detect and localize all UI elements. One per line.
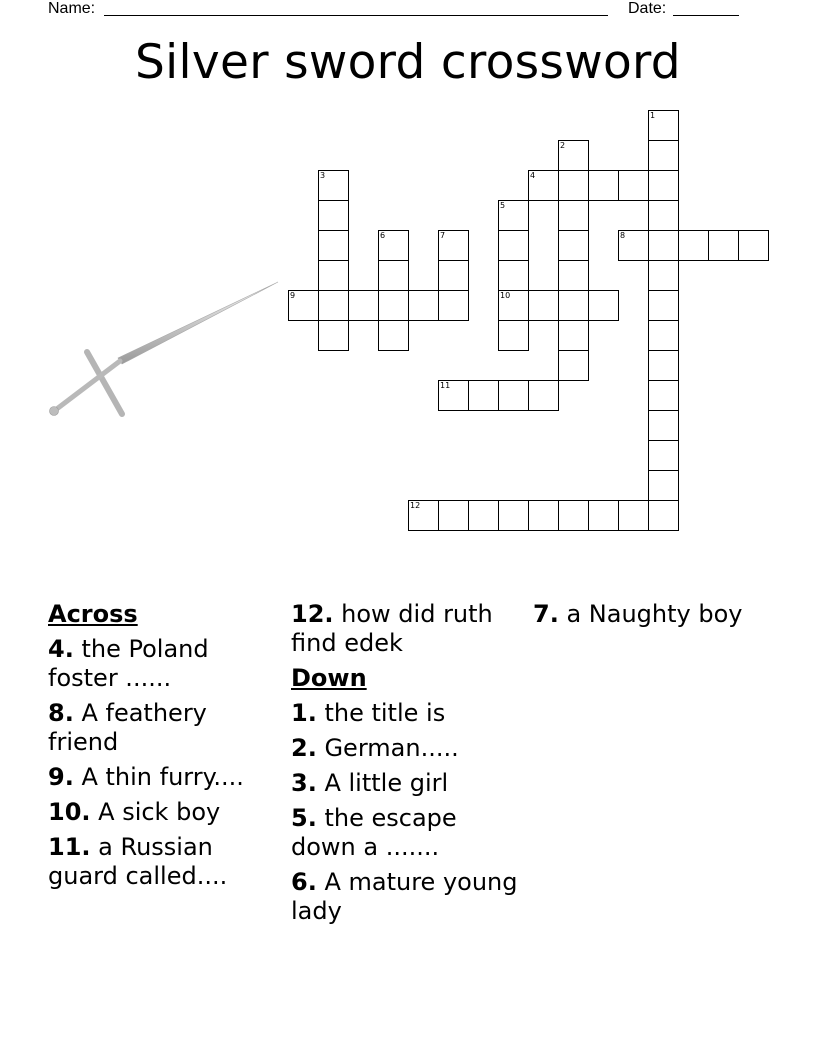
- clue-down-3: [291, 769, 523, 798]
- clue-number-label: 5: [500, 201, 506, 210]
- clue-number: 4.: [48, 635, 74, 663]
- crossword-cell[interactable]: [378, 290, 409, 321]
- crossword-cell[interactable]: [378, 320, 409, 351]
- crossword-cell[interactable]: [438, 500, 469, 531]
- crossword-cell[interactable]: [738, 230, 769, 261]
- page-title: Silver sword crossword: [135, 35, 681, 90]
- crossword-cell[interactable]: [438, 230, 469, 261]
- clue-text: A feathery friend: [48, 699, 207, 756]
- crossword-cell[interactable]: [588, 290, 619, 321]
- crossword-cell[interactable]: [648, 170, 679, 201]
- crossword-cell[interactable]: [648, 350, 679, 381]
- clue-number: 11.: [48, 833, 91, 861]
- clue-across-10: [48, 798, 278, 827]
- clue-number: 9.: [48, 763, 74, 791]
- crossword-cell[interactable]: [408, 290, 439, 321]
- crossword-cell[interactable]: [558, 350, 589, 381]
- crossword-cell[interactable]: [318, 200, 349, 231]
- crossword-cell[interactable]: [648, 320, 679, 351]
- clue-text: the escape down a .......: [291, 804, 457, 861]
- clue-number: 5.: [291, 804, 317, 832]
- clue-down-2: [291, 734, 523, 763]
- crossword-cell[interactable]: [528, 500, 559, 531]
- clue-number-label: 10: [500, 291, 511, 300]
- crossword-cell[interactable]: [408, 500, 439, 531]
- down-heading: Down: [291, 664, 367, 692]
- crossword-cell[interactable]: [378, 260, 409, 291]
- silver-sword-illustration: [40, 272, 285, 422]
- clue-number-label: 3: [320, 171, 326, 180]
- across-heading: Across: [48, 600, 138, 628]
- crossword-cell[interactable]: [648, 380, 679, 411]
- crossword-cell[interactable]: [648, 110, 679, 141]
- crossword-cell[interactable]: [558, 260, 589, 291]
- crossword-cell[interactable]: [558, 320, 589, 351]
- name-label: Name:: [48, 0, 96, 17]
- crossword-cell[interactable]: [618, 170, 649, 201]
- crossword-cell[interactable]: [438, 380, 469, 411]
- clues-column-2: [291, 600, 523, 932]
- crossword-cell[interactable]: [558, 200, 589, 231]
- clue-number-label: 1: [650, 111, 656, 120]
- clue-text: A sick boy: [90, 798, 221, 826]
- clue-text: A mature young lady: [291, 868, 518, 925]
- crossword-cell[interactable]: [498, 200, 529, 231]
- clue-number-label: 6: [380, 231, 386, 240]
- crossword-cell[interactable]: [648, 410, 679, 441]
- crossword-cell[interactable]: [498, 380, 529, 411]
- clue-number-label: 8: [620, 231, 626, 240]
- crossword-cell[interactable]: [558, 230, 589, 261]
- clue-number: 8.: [48, 699, 74, 727]
- crossword-cell[interactable]: [318, 230, 349, 261]
- clue-down-7: [533, 600, 765, 629]
- clue-number-label: 12: [410, 501, 421, 510]
- clue-number-label: 2: [560, 141, 566, 150]
- clue-number-label: 11: [440, 381, 451, 390]
- crossword-cell[interactable]: [618, 230, 649, 261]
- clue-text: how did ruth find edek: [291, 600, 493, 657]
- clue-text: A little girl: [316, 769, 449, 797]
- crossword-cell[interactable]: [558, 290, 589, 321]
- clue-number: 10.: [48, 798, 91, 826]
- clue-across-9: [48, 763, 278, 792]
- sword-blade: [118, 282, 278, 364]
- clue-across-4: [48, 635, 278, 693]
- clue-across-8: [48, 699, 278, 757]
- crossword-cell[interactable]: [648, 200, 679, 231]
- crossword-cell[interactable]: [558, 140, 589, 171]
- clue-down-1: [291, 699, 523, 728]
- crossword-cell[interactable]: [678, 230, 709, 261]
- crossword-cell[interactable]: [558, 500, 589, 531]
- clue-across-11: [48, 833, 278, 891]
- crossword-cell[interactable]: [618, 500, 649, 531]
- crossword-cell[interactable]: [498, 260, 529, 291]
- clues-column-3: [533, 600, 765, 635]
- clue-text: the Poland foster ......: [48, 635, 209, 692]
- crossword-cell[interactable]: [648, 470, 679, 501]
- clue-number: 6.: [291, 868, 317, 896]
- crossword-cell[interactable]: [498, 320, 529, 351]
- crossword-cell[interactable]: [318, 320, 349, 351]
- crossword-cell[interactable]: [438, 260, 469, 291]
- crossword-cell[interactable]: [648, 440, 679, 471]
- clues-column-1: [48, 600, 278, 897]
- crossword-cell[interactable]: [648, 500, 679, 531]
- crossword-cell[interactable]: [498, 500, 529, 531]
- clue-down-6: [291, 868, 523, 926]
- crossword-cell[interactable]: [588, 170, 619, 201]
- crossword-cell[interactable]: [498, 290, 529, 321]
- clue-number-label: 4: [530, 171, 536, 180]
- clue-text: a Naughty boy: [558, 600, 743, 628]
- crossword-cell[interactable]: [558, 170, 589, 201]
- clue-number-label: 7: [440, 231, 446, 240]
- clue-text: the title is: [316, 699, 446, 727]
- clue-text: A thin furry....: [73, 763, 244, 791]
- crossword-cell[interactable]: [498, 230, 529, 261]
- crossword-cell[interactable]: [318, 290, 349, 321]
- clue-across-12: [291, 600, 523, 658]
- crossword-cell[interactable]: [648, 140, 679, 171]
- clue-number: 7.: [533, 600, 559, 628]
- crossword-cell[interactable]: [438, 290, 469, 321]
- crossword-cell[interactable]: [648, 260, 679, 291]
- clue-text: German.....: [316, 734, 459, 762]
- clue-number: 12.: [291, 600, 334, 628]
- crossword-cell[interactable]: [528, 290, 559, 321]
- crossword-cell[interactable]: [318, 170, 349, 201]
- crossword-cell[interactable]: [288, 290, 319, 321]
- crossword-cell[interactable]: [528, 170, 559, 201]
- crossword-cell[interactable]: [468, 380, 499, 411]
- clue-down-5: [291, 804, 523, 862]
- crossword-cell[interactable]: [648, 290, 679, 321]
- clue-number-label: 9: [290, 291, 296, 300]
- crossword-cell[interactable]: [378, 230, 409, 261]
- crossword-cell[interactable]: [588, 500, 619, 531]
- crossword-cell[interactable]: [528, 380, 559, 411]
- clue-number: 1.: [291, 699, 317, 727]
- clue-text: a Russian guard called....: [48, 833, 228, 890]
- crossword-cell[interactable]: [318, 260, 349, 291]
- crossword-cell[interactable]: [468, 500, 499, 531]
- crossword-cell[interactable]: [648, 230, 679, 261]
- clue-number: 2.: [291, 734, 317, 762]
- crossword-cell[interactable]: [708, 230, 739, 261]
- clue-number: 3.: [291, 769, 317, 797]
- date-label: Date:: [628, 0, 667, 17]
- crossword-cell[interactable]: [348, 290, 379, 321]
